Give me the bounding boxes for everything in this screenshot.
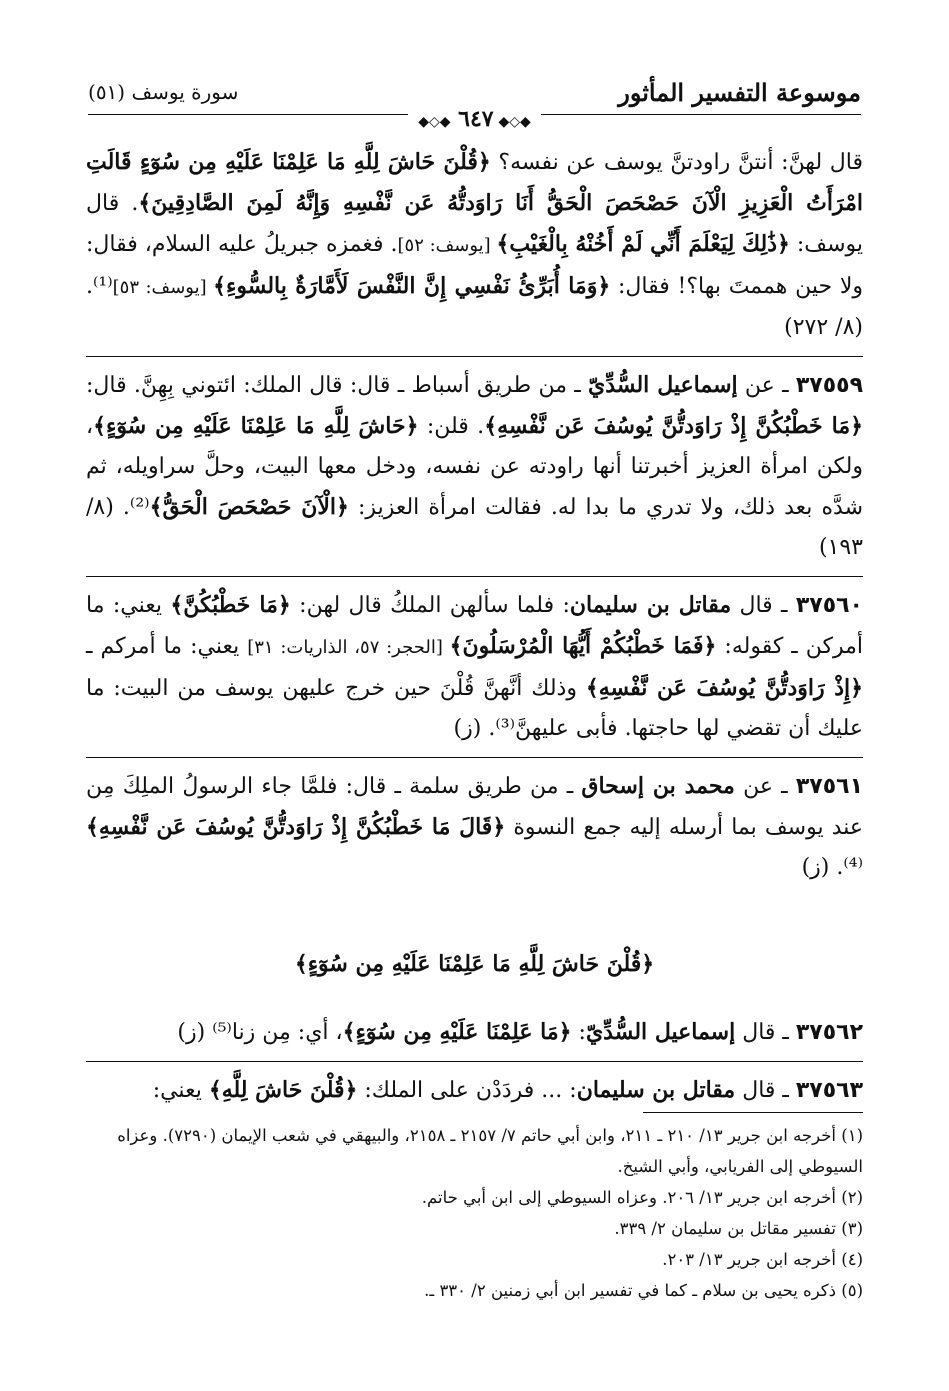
quran-verse: ﴿وَمَا أُبَرِّئُ نَفْسِي إِنَّ النَّفْسَ لَأَمَّارَةٌ بِالسُّوءِ﴾ (213, 273, 611, 299)
quran-verse: ﴿قَالَ مَا خَطْبُكُنَّ إِذْ رَاوَدتُّنَّ يُوسُفَ عَن نَّفْسِهِ﴾ (86, 814, 506, 840)
footnote-4: (٤) أخرجه ابن جرير ١٣/ ٢٠٣. (662, 1250, 863, 1269)
section-heading: ﴿قُلْنَ حَاشَ لِلَّهِ مَا عَلِمْنَا عَلَيْهِ مِن سُوٓءٍ﴾ (294, 951, 655, 977)
quran-verse: ﴿مَا عَلِمْنَا عَلَيْهِ مِن سُوٓءٍ﴾ (342, 1019, 572, 1045)
verse-reference: [الحجر: ٥٧، الذاريات: ٣١] (247, 637, 450, 658)
main-text (86, 142, 863, 1119)
ornament-icon: ◆◇◆ (418, 114, 451, 130)
entry-37559: ٣٧٥٥٩ ـ عن إسماعيل السُّدِّيّ ـ من طريق أسباط ـ قال: قال الملك: ائتوني بِهِنَّ. قال: ﴿مَا خَطْبُكُنَّ إِذْ رَاوَدتُّنَّ يُوسُفَ عَن نَّفْسِهِ﴾. قلن: ﴿حَاشَ لِلَّهِ مَا عَلِمْنَا عَلَيْهِ مِن سُوٓءٍ﴾، ولكن امرأة العزيز أخبرتنا أنها راودته عن نفسه، ودخل معها البيت، وحلَّ سراويله، ثم شدَّه بعد ذلك، ولا تدري ما بدا له. فقالت امرأة العزيز: ﴿الْآنَ حَصْحَصَ الْحَقُّ﴾⁽²⁾. (٨/ ١٩٣) (86, 365, 863, 577)
footnote-5: (٥) ذكره يحيى بن سلام ـ كما في تفسير ابن أبي زمنين ٢/ ٣٣٠ ـ. (424, 1281, 863, 1300)
quran-verse: ﴿قُلْنَ حَاشَ لِلَّهِ﴾ (208, 1077, 358, 1103)
quran-verse: ﴿حَاشَ لِلَّهِ مَا عَلِمْنَا عَلَيْهِ مِن سُوٓءٍ﴾ (93, 413, 419, 439)
intro-paragraph: قال لهنَّ: أنتنَّ راودتنَّ يوسف عن نفسه؟ ﴿قُلْنَ حَاشَ لِلَّهِ مَا عَلِمْنَا عَلَيْهِ مِن سُوٓءٍ قَالَتِ امْرَأَتُ الْعَزِيزِ الْآنَ حَصْحَصَ الْحَقُّ أَنَا رَاوَدتُّهُ عَن نَّفْسِهِ وَإِنَّهُ لَمِنَ الصَّادِقِينَ﴾. قال يوسف: ﴿ذَٰلِكَ لِيَعْلَمَ أَنِّي لَمْ أَخُنْهُ بِالْغَيْبِ﴾ [يوسف: ٥٢]. فغمزه جبريلُ عليه السلام، فقال: ولا حين هممتَ بها؟! فقال: ﴿وَمَا أُبَرِّئُ نَفْسِي إِنَّ النَّفْسَ لَأَمَّارَةٌ بِالسُّوءِ﴾ [يوسف: ٥٣]⁽¹⁾. (٨/ ٢٧٢) (86, 142, 863, 357)
page-number (408, 106, 541, 132)
footnote-1: (١) أخرجه ابن جرير ١٣/ ٢١٠ ـ ٢١١، وابن أبي حاتم ٧/ ٢١٥٧ ـ ٢١٥٨، والبيهقي في شعب الإيمان (٧٢٩٠). وعزاه السيوطي إلى الفريابي، وأبي الشيخ. (117, 1126, 863, 1176)
quran-verse: ﴿مَا خَطْبُكُنَّ إِذْ رَاوَدتُّنَّ يُوسُفَ عَن نَّفْسِهِ﴾ (484, 413, 863, 439)
footnote-3: (٣) تفسير مقاتل بن سليمان ٢/ ٣٣٩. (614, 1219, 863, 1238)
narrator-name: مقاتل بن سليمان (569, 592, 732, 618)
quran-verse: ﴿مَا خَطْبُكُنَّ﴾ (170, 592, 291, 618)
verse-reference: [يوسف: ٥٢] (397, 235, 497, 256)
entry-number: ٣٧٥٦٢ (795, 1020, 863, 1045)
narrator-name: محمد بن إسحاق (581, 773, 735, 799)
entry-37563: ٣٧٥٦٣ ـ قال مقاتل بن سليمان: ... فردَدْن على الملك: ﴿قُلْنَ حَاشَ لِلَّهِ﴾ يعني: (152, 1077, 863, 1103)
quran-verse: ﴿ذَٰلِكَ لِيَعْلَمَ أَنِّي لَمْ أَخُنْهُ بِالْغَيْبِ﴾ (496, 231, 790, 257)
entry-number: ٣٧٥٦٣ (795, 1078, 863, 1103)
entry-37561: ٣٧٥٦١ ـ عن محمد بن إسحاق ـ من طريق سلمة ـ قال: فلمَّا جاء الرسولُ الملِكَ مِن عند يوسف بما أرسله إليه جمع النسوة ﴿قَالَ مَا خَطْبُكُنَّ إِذْ رَاوَدتُّنَّ يُوسُفَ عَن نَّفْسِهِ﴾⁽⁴⁾. (ز) (86, 773, 863, 880)
verse-reference: [يوسف: ٥٣] (112, 277, 214, 298)
quran-verse: ﴿فَمَا خَطْبُكُمْ أَيُّهَا الْمُرْسَلُونَ﴾ (449, 633, 717, 659)
narrator-name: مقاتل بن سليمان (576, 1077, 736, 1103)
surah-title: سورة يوسف (٥١) (88, 80, 239, 104)
quran-verse: ﴿إِذْ رَاوَدتُّنَّ يُوسُفَ عَن نَّفْسِهِ﴾ (585, 675, 863, 701)
footnotes (86, 1120, 863, 1306)
footnote-2: (٢) أخرجه ابن جرير ١٣/ ٢٠٦. وعزاه السيوطي إلى ابن أبي حاتم. (421, 1188, 863, 1207)
page-number-text: ٦٤٧ (458, 106, 494, 132)
quran-verse: ﴿قُلْنَ حَاشَ لِلَّهِ مَا عَلِمْنَا عَلَيْهِ مِن سُوٓءٍ قَالَتِ امْرَأَتُ الْعَزِيزِ الْآنَ حَصْحَصَ الْحَقُّ أَنَا رَاوَدتُّهُ عَن نَّفْسِهِ وَإِنَّهُ لَمِنَ الصَّادِقِينَ﴾ (86, 149, 863, 216)
entry-number: ٣٧٥٥٩ (795, 373, 863, 398)
entry-number: ٣٧٥٦٠ (795, 593, 863, 618)
entry-37562: ٣٧٥٦٢ ـ قال إسماعيل السُّدِّيّ: ﴿مَا عَلِمْنَا عَلَيْهِ مِن سُوٓءٍ﴾، أي: مِن زنا⁽⁵⁾ (ز) (86, 1012, 863, 1062)
book-title: موسوعة التفسير المأثور (618, 77, 861, 107)
narrator-name: إسماعيل السُّدِّيّ (585, 1019, 736, 1045)
quran-verse: ﴿الْآنَ حَصْحَصَ الْحَقُّ﴾ (149, 494, 349, 520)
narrator-name: إسماعيل السُّدِّيّ (588, 372, 738, 398)
entry-number: ٣٧٥٦١ (795, 774, 863, 799)
ornament-icon: ◆◇◆ (493, 114, 531, 130)
footnote-rule (643, 1112, 863, 1113)
entry-37560: ٣٧٥٦٠ ـ قال مقاتل بن سليمان: فلما سألهن الملكُ قال لهن: ﴿مَا خَطْبُكُنَّ﴾ يعني: ما أمركن ـ كقوله: ﴿فَمَا خَطْبُكُمْ أَيُّهَا الْمُرْسَلُونَ﴾ [الحجر: ٥٧، الذاريات: ٣١] يعني: ما أمركم ـ ﴿إِذْ رَاوَدتُّنَّ يُوسُفَ عَن نَّفْسِهِ﴾ وذلك أنَّهنَّ قُلْنَ حين خرج عليهن يوسف من البيت: ما عليك أن تقضي لها حاجتها. فأبى عليهنَّ⁽³⁾. (ز) (86, 585, 863, 758)
